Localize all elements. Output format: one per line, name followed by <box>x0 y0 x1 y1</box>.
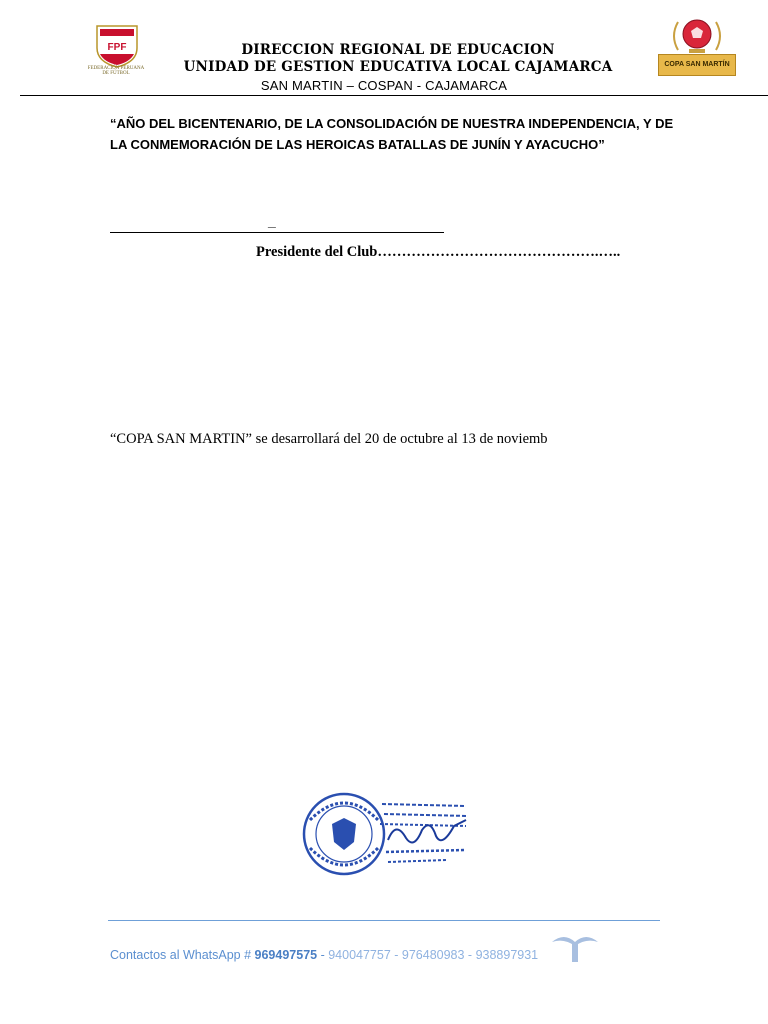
tournament-dates-text: “COPA SAN MARTIN” se desarrollará del 20 de octubre al 13 de noviemb <box>110 431 548 447</box>
signature-dash: _ <box>268 213 276 229</box>
header-line-2: UNIDAD DE GESTION EDUCATIVA LOCAL CAJAMARCA <box>183 59 613 75</box>
header-divider <box>20 95 768 96</box>
footer-contacts <box>110 948 538 962</box>
svg-text:FPF: FPF <box>107 42 127 53</box>
copa-badge: COPA SAN MARTÍN <box>658 54 736 76</box>
year-motto: “AÑO DEL BICENTENARIO, DE LA CONSOLIDACIÓN DE NUESTRA INDEPENDENCIA, Y DE LA CONMEMORACIÓN DE LAS HEROICAS BATALLAS DE JUNÍN Y AYACUCHO” <box>110 116 674 152</box>
copa-san-martin-logo <box>656 16 738 78</box>
president-label: Presidente del Club……………………………………….….. <box>256 244 621 260</box>
football-trophy-icon <box>656 16 738 56</box>
seal-stamp-icon <box>296 790 476 880</box>
footer-label: Contactos al WhatsApp # <box>110 948 255 962</box>
footer-separator: - <box>317 948 329 962</box>
footer-divider <box>108 920 660 921</box>
header-line-1: DIRECCION REGIONAL DE EDUCACION <box>241 42 555 58</box>
official-stamp <box>296 790 476 880</box>
signature-line <box>110 232 444 233</box>
footer-emblem <box>550 928 600 964</box>
header-line-3: SAN MARTIN – COSPAN - CAJAMARCA <box>260 78 508 93</box>
bird-emblem-icon <box>550 928 600 964</box>
fpf-caption: FEDERACIÓN PERUANA DE FÚTBOL <box>87 66 145 76</box>
footer-phones-rest[interactable]: 940047757 - 976480983 - 938897931 <box>328 948 539 962</box>
footer-phone-main[interactable]: 969497575 <box>254 948 318 962</box>
